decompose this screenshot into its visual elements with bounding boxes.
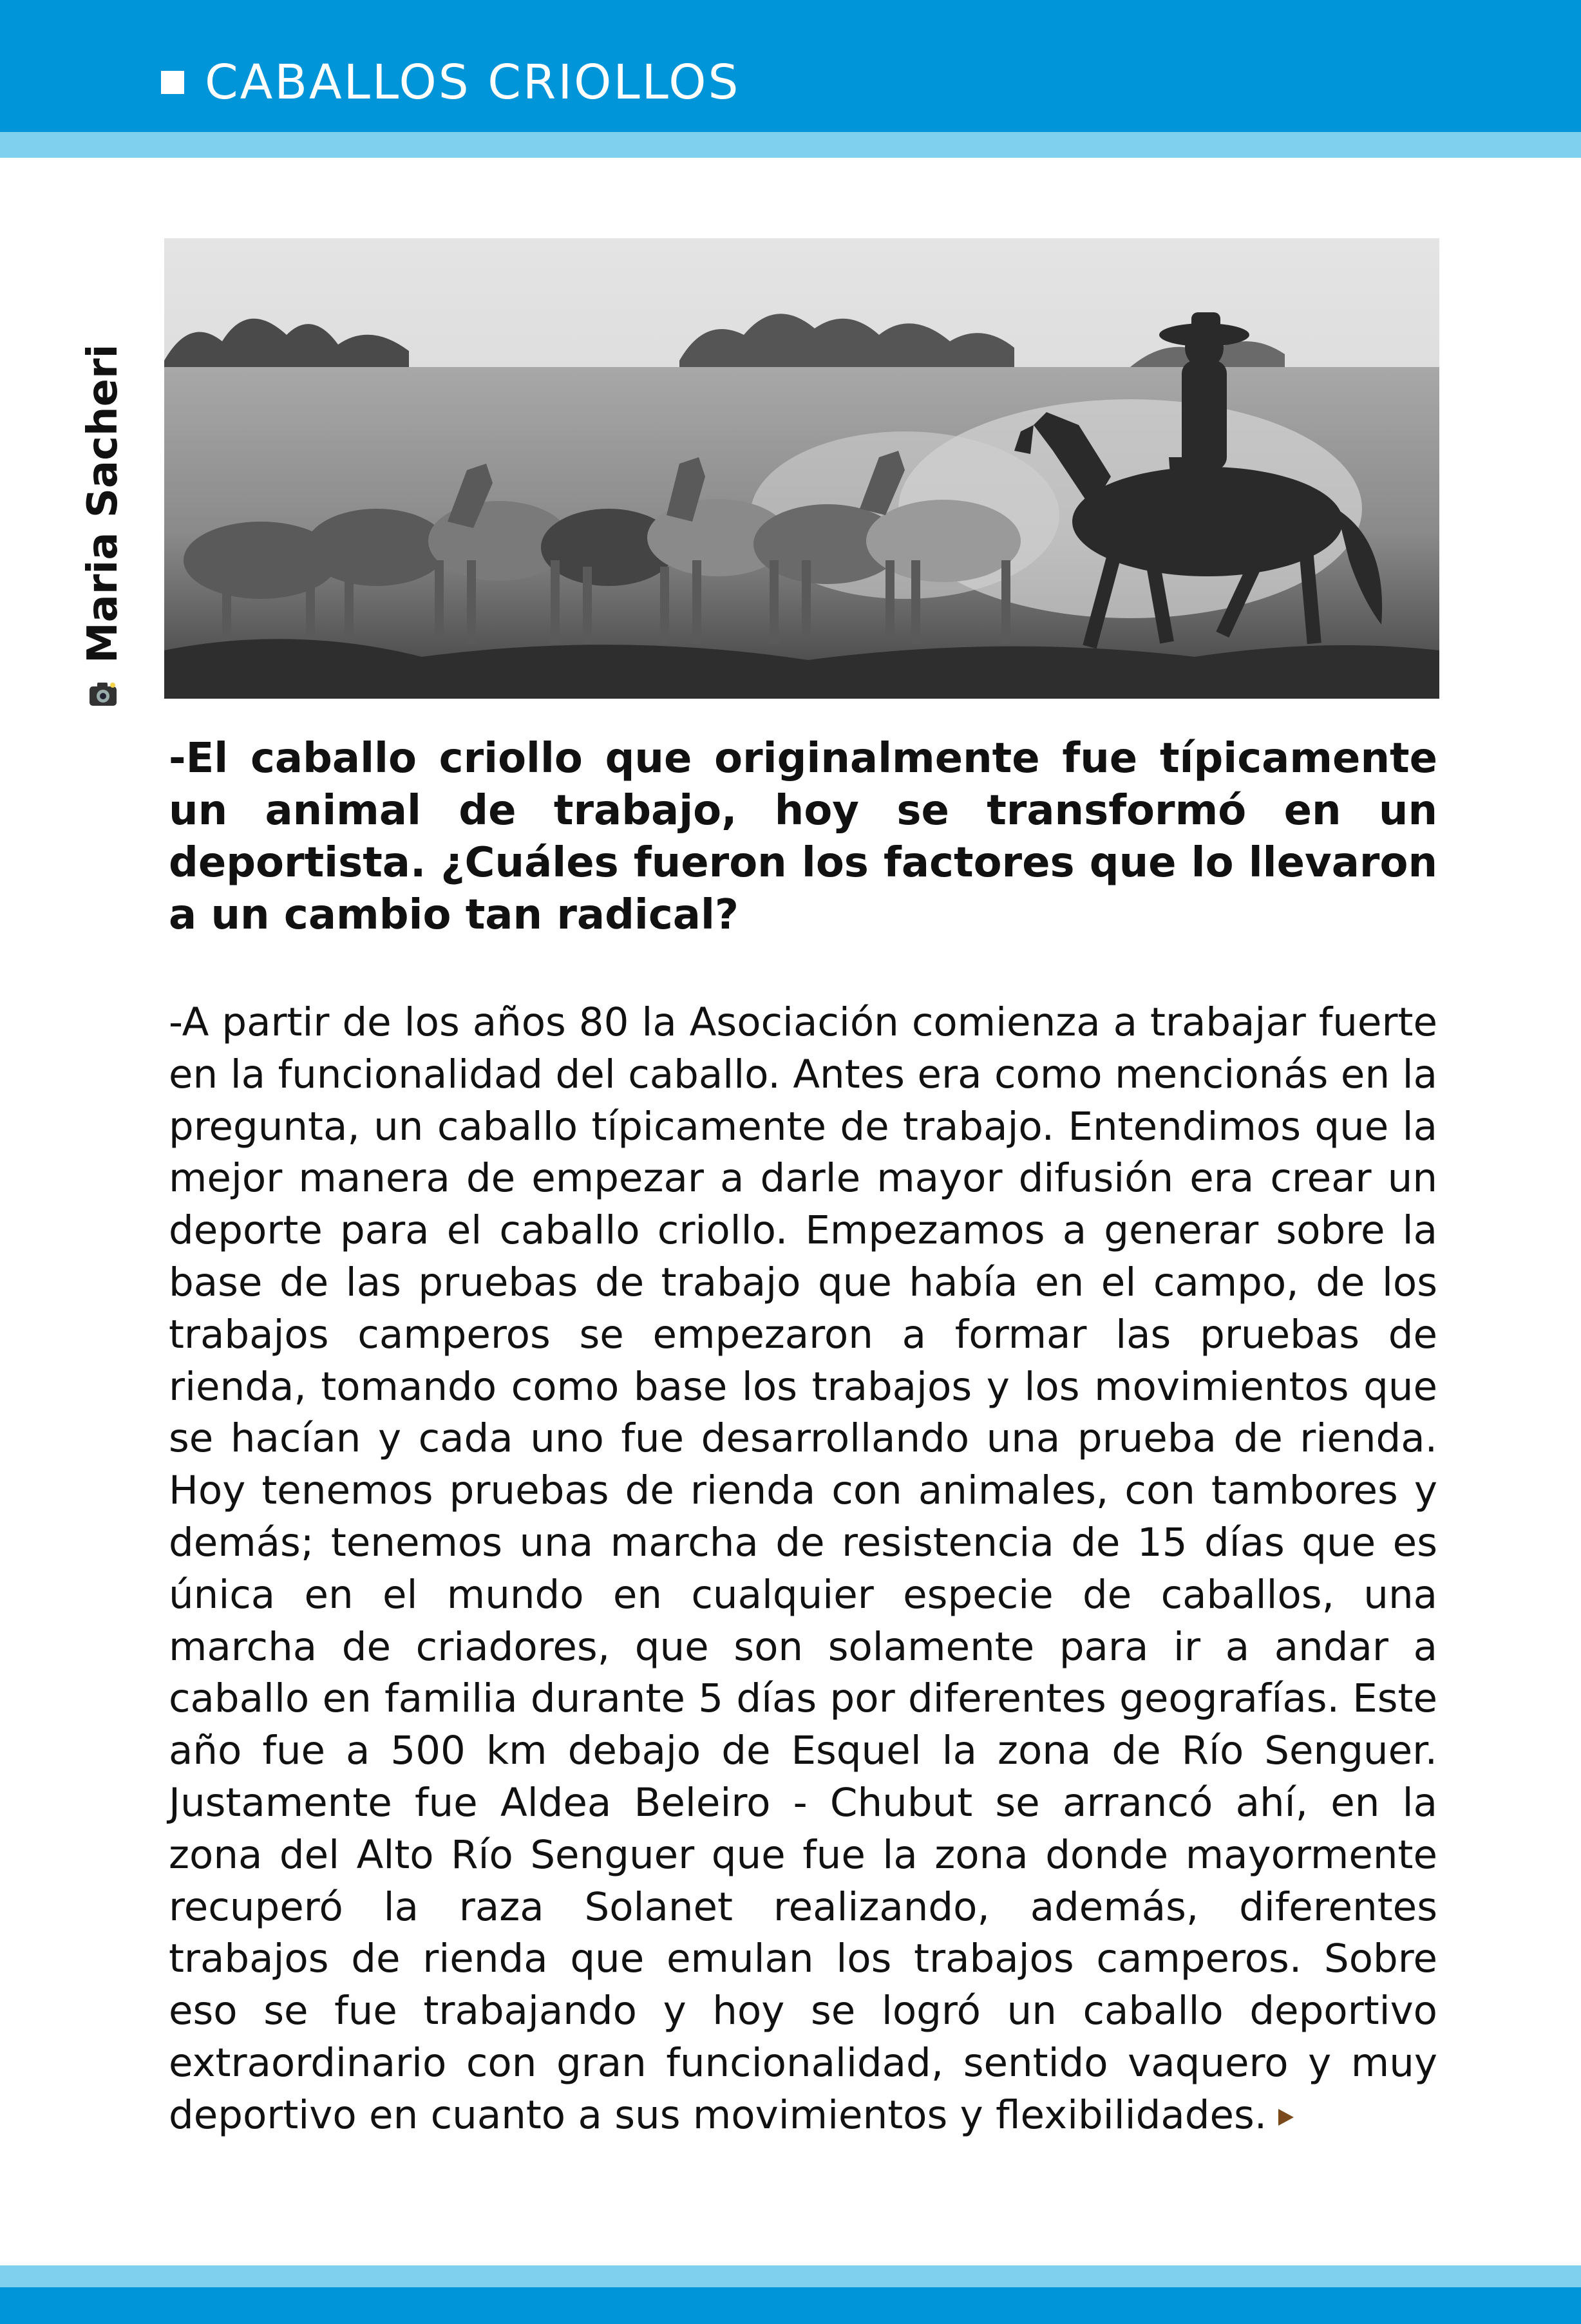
square-bullet-icon: [161, 71, 184, 94]
photo-credit: [77, 277, 129, 708]
camera-icon: [88, 670, 118, 717]
section-title-text: CABALLOS CRIOLLOS: [205, 55, 741, 110]
gaucho-horses-photo: [164, 238, 1439, 699]
continue-arrow-icon: [1278, 2109, 1294, 2126]
header-stripe: [0, 132, 1581, 158]
interview-answer-text: -A partir de los años 80 la Asociación comienza a trabajar fuerte en la funcionalidad del caballo. Antes era como mencionás en la pregunta, un caballo típicamente de trabajo. Entendimos que la mejor manera de empezar a darle mayor difusión era crear un deporte para el caballo criollo. Empezamos a generar sobre la base de las pruebas de trabajo que había en el campo, de los trabajos camperos se empezaron a formar las pruebas de rienda, tomando como base los trabajos y los movimientos que se hacían y cada uno fue desarrollando una prueba de rienda. Hoy tenemos pruebas de rienda con animales, con tambores y demás; tenemos una marcha de resistencia de 15 días que es única en el mundo en cualquier especie de caballos, una marcha de criadores, que son solamente para ir a andar a caballo en familia durante 5 días por diferentes geografías. Este año fue a 500 km debajo de Esquel la zona de Río Senguer. Justamente fue Aldea Beleiro - Chubut se arrancó ahí, en la zona del Alto Río Senguer que fue la zona donde mayormente recuperó la raza Solanet realizando, además, diferentes trabajos de rienda que emulan los trabajos camperos. Sobre eso se fue trabajando y hoy se logró un caballo deportivo extraordinario con gran funcionalidad, sentido vaquero y muy deportivo en cuanto a sus movimientos y flexibilidades.: [169, 999, 1437, 2138]
interview-answer: [169, 997, 1437, 2142]
photo-credit-text: Maria Sacheri: [79, 344, 127, 663]
section-title: [161, 50, 740, 115]
interview-question: -El caballo criollo que originalmente fue típicamente un animal de trabajo, hoy se transformó en un deportista. ¿Cuáles fueron los factores que lo llevaron a un cambio tan radical?: [169, 735, 1437, 939]
footer-stripe: [0, 2265, 1581, 2287]
footer-bar: [0, 2287, 1581, 2324]
